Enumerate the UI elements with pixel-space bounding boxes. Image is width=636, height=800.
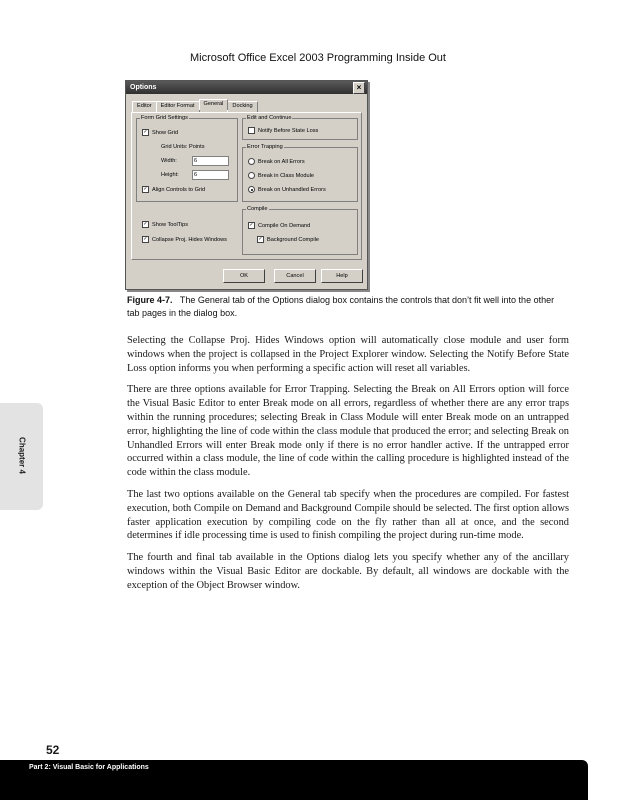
chapter-side-tab-label: Chapter 4 (17, 437, 27, 474)
radio-on-icon (248, 186, 255, 193)
paragraph: Selecting the Collapse Proj. Hides Windows option will automatically close module and user form windows when the project is collapsed in the Project Explorer window. Selecting the Notify Before State Loss option informs you when performing a specific action will reset all variables. (127, 335, 569, 374)
background-compile-checkbox[interactable]: ✓ Background Compile (258, 236, 319, 243)
show-tooltips-checkbox[interactable]: ✓ Show ToolTips (143, 221, 189, 228)
page-number: 52 (46, 743, 60, 757)
dialog-title: Options (130, 84, 157, 91)
figure-caption (127, 294, 567, 319)
paragraph: There are three options available for Error Trapping. Selecting the Break on All Errors option will force the Visual Basic Editor to enter Break mode on all errors, regardless of whether there are any error traps within the running procedures; selecting Break in Class Module will enter Break mode on an untrapped error, highlighting the line of code within the class module that produced the error; and selecting Break on Unhandled Errors will enter Break mode only if there is no error handler active. If the untrapped error occurred within a class module, the line of code within the calling procedure is highlighted instead of the code within the class module. (127, 384, 569, 479)
error-trapping-group (242, 144, 358, 202)
break-class-module-radio[interactable]: Break in Class Module (248, 172, 314, 179)
paragraph: The last two options available on the General tab specify when the procedures are compiled. For fastest execution, both Compile on Demand and Background Compile should be selected. The first option allows faster application execution by compiling code on the fly rather than all at once, and the second determines if idle processing time is used to finish compiling the project during run-time mode. (127, 488, 569, 542)
options-dialog-screenshot (125, 80, 368, 290)
checkbox-checked-icon: ✓ (143, 221, 148, 227)
tab-editor-format[interactable]: Editor Format (156, 101, 200, 112)
checkbox-checked-icon: ✓ (249, 222, 254, 228)
radio-off-icon (248, 158, 255, 165)
dialog-titlebar (126, 81, 367, 94)
close-icon[interactable]: × (353, 82, 365, 94)
break-unhandled-errors-radio[interactable]: Break on Unhandled Errors (248, 186, 326, 193)
edit-continue-label: Edit and Continue (247, 115, 292, 121)
align-controls-checkbox[interactable]: ✓ Align Controls to Grid (143, 186, 206, 193)
width-input[interactable]: 6 (192, 156, 229, 166)
cancel-button[interactable]: Cancel (274, 269, 316, 283)
height-input[interactable]: 6 (192, 170, 229, 180)
height-label: Height: (161, 172, 179, 178)
checkbox-checked-icon: ✓ (143, 129, 148, 135)
figure-caption-text: The General tab of the Options dialog box contains the controls that don’t fit well into the other tab pages in the dialog box. (127, 295, 555, 318)
checkbox-checked-icon: ✓ (258, 236, 263, 242)
dialog-tabs (132, 101, 257, 112)
error-trapping-label: Error Trapping (247, 144, 283, 150)
form-grid-label: Form Grid Settings (141, 115, 188, 121)
footer-part-label: Part 2: Visual Basic for Applications (29, 764, 149, 771)
checkbox-checked-icon: ✓ (143, 186, 148, 192)
checkbox-unchecked-icon (248, 127, 255, 134)
tab-editor[interactable]: Editor (132, 101, 157, 112)
compile-on-demand-checkbox[interactable]: ✓ Compile On Demand (249, 222, 311, 229)
figure-label: Figure 4-7. (127, 295, 173, 305)
paragraph: The fourth and final tab available in the Options dialog lets you specify whether any of the ancillary windows within the Visual Basic Editor are dockable. By default, all windows are dockable with the exception of the Object Browser window. (127, 552, 569, 591)
help-button[interactable]: Help (321, 269, 363, 283)
break-all-errors-radio[interactable]: Break on All Errors (248, 158, 305, 165)
checkbox-checked-icon: ✓ (143, 236, 148, 242)
width-label: Width: (161, 158, 177, 164)
general-tab-panel (131, 112, 362, 260)
edit-continue-group (242, 115, 358, 140)
body-text (127, 334, 569, 601)
collapse-hides-windows-checkbox[interactable]: ✓ Collapse Proj. Hides Windows (143, 236, 227, 243)
tab-docking[interactable]: Docking (227, 101, 257, 112)
compile-label: Compile (247, 206, 268, 212)
compile-group (242, 206, 358, 255)
tab-general[interactable]: General (199, 99, 229, 110)
notify-state-loss-checkbox[interactable]: Notify Before State Loss (248, 127, 318, 134)
running-head: Microsoft Office Excel 2003 Programming Inside Out (190, 52, 446, 64)
form-grid-group (136, 115, 238, 202)
grid-units-label: Grid Units: Points (161, 144, 205, 150)
show-grid-checkbox[interactable]: ✓ Show Grid (143, 129, 179, 136)
chapter-side-tab (0, 403, 43, 510)
radio-off-icon (248, 172, 255, 179)
ok-button[interactable]: OK (223, 269, 265, 283)
